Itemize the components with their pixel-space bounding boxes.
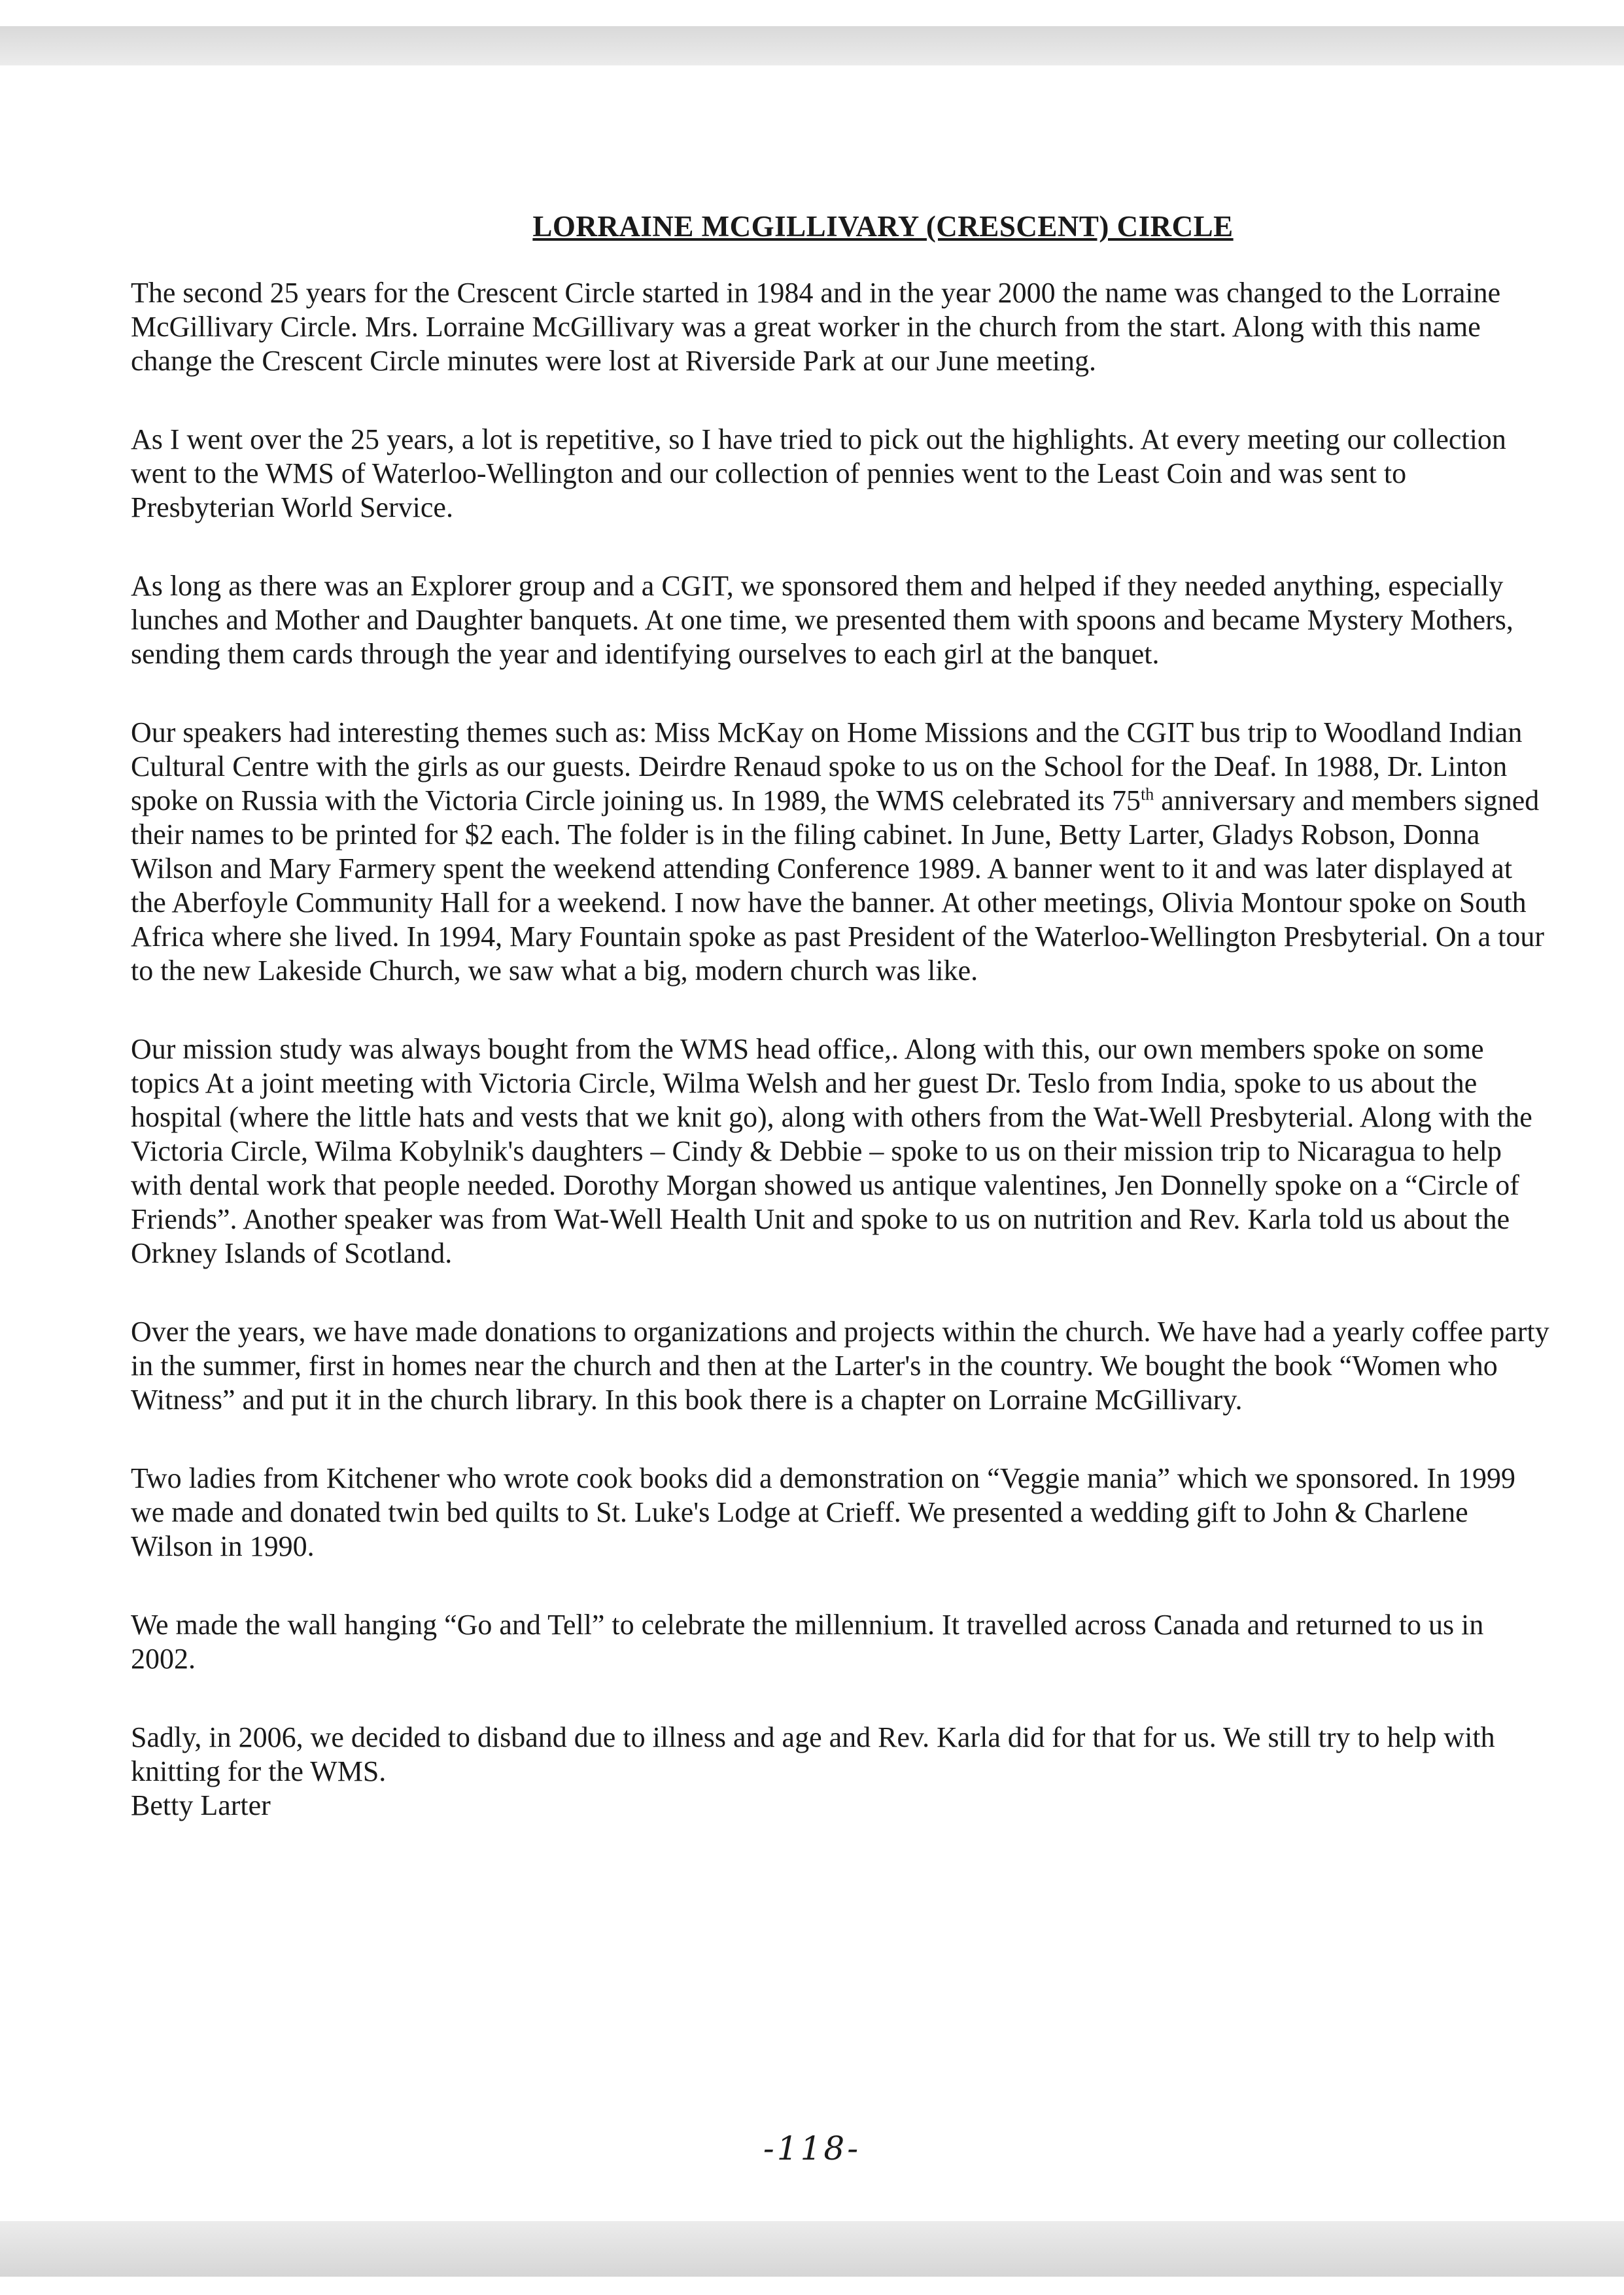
paragraph-speakers	[131, 716, 1550, 988]
speakers-text-part-2: anniversary and members signed their names to be printed for $2 each. The folder is in the filing cabinet. In June, Betty Larter, Gladys Robson, Donna Wilson and Mary Farmery spent the weekend attending Conference 1989. A banner went to it and was later displayed at the Aberfoyle Community Hall for a weekend. I now have the banner. At other meetings, Olivia Montour spoke on South Africa where she lived. In 1994, Mary Fountain spoke as past President of the Waterloo-Wellington Presbyterial. On a tour to the new Lakeside Church, we saw what a big, modern church was like.	[131, 784, 1545, 987]
paragraph-donations: Over the years, we have made donations to organizations and projects within the church. We have had a yearly coffee party in the summer, first in homes near the church and then at the Larter's in the country. We bought the book “Women who Witness” and put it in the church library. In this book there is a chapter on Lorraine McGillivary.	[131, 1316, 1549, 1416]
ordinal-superscript: th	[1141, 784, 1154, 804]
paragraph-cook-books: Two ladies from Kitchener who wrote cook books did a demonstration on “Veggie mania” which we sponsored. In 1999 we made and donated twin bed quilts to St. Luke's Lodge at Crieff. We presented a wedding gift to John & Charlene Wilson in 1990.	[131, 1462, 1515, 1562]
document-title: LORRAINE MCGILLIVARY (CRESCENT) CIRCLE	[532, 210, 1234, 243]
speakers-text-part-1: Our speakers had interesting themes such as: Miss McKay on Home Missions and the CGIT bus trip to Woodland Indian Cultural Centre with the girls as our guests. Deirdre Renaud spoke to us on the School for the Deaf. In 1988, Dr. Linton spoke on Russia with the Victoria Circle joining us. In 1989, the WMS celebrated its 75	[131, 716, 1523, 816]
signature: Betty Larter	[131, 1789, 271, 1821]
paragraph-wall-hanging: We made the wall hanging “Go and Tell” to celebrate the millennium. It travelled across Canada and returned to us in 2002.	[131, 1609, 1484, 1675]
paragraph-collections: As I went over the 25 years, a lot is repetitive, so I have tried to pick out the highlights. At every meeting our collection went to the WMS of Waterloo-Wellington and our collection of pennies went to the Least Coin and was sent to Presbyterian World Service.	[131, 423, 1506, 523]
paragraph-mission-study: Our mission study was always bought from the WMS head office,. Along with this, our own members spoke on some topics At a joint meeting with Victoria Circle, Wilma Welsh and her guest Dr. Teslo from India, spoke to us about the hospital (where the little hats and vests that we knit go), along with others from the Wat-Well Presbyterial. Along with the Victoria Circle, Wilma Kobylnik's daughters – Cindy & Debbie – spoke to us on their mission trip to Nicaragua to help with dental work that people needed. Dorothy Morgan showed us antique valentines, Jen Donnelly spoke on a “Circle of Friends”. Another speaker was from Wat-Well Health Unit and spoke to us on nutrition and Rev. Karla told us about the Orkney Islands of Scotland.	[131, 1033, 1532, 1269]
scan-edge-bottom	[0, 2221, 1624, 2277]
document-page	[131, 209, 1550, 1823]
paragraph-history: The second 25 years for the Crescent Circle started in 1984 and in the year 2000 the name was changed to the Lorraine McGillivary Circle. Mrs. Lorraine McGillivary was a great worker in the church from the start. Along with this name change the Crescent Circle minutes were lost at Riverside Park at our June meeting.	[131, 277, 1501, 377]
paragraph-sponsorship: As long as there was an Explorer group and a CGIT, we sponsored them and helped if they needed anything, especially lunches and Mother and Daughter banquets. At one time, we presented them with spoons and became Mystery Mothers, sending them cards through the year and identifying ourselves to each girl at the banquet.	[131, 570, 1513, 670]
page-number: -118-	[763, 2129, 861, 2167]
scan-edge-top	[0, 26, 1624, 65]
paragraph-disband: Sadly, in 2006, we decided to disband due to illness and age and Rev. Karla did for that for us. We still try to help with knitting for the WMS.	[131, 1721, 1495, 1787]
